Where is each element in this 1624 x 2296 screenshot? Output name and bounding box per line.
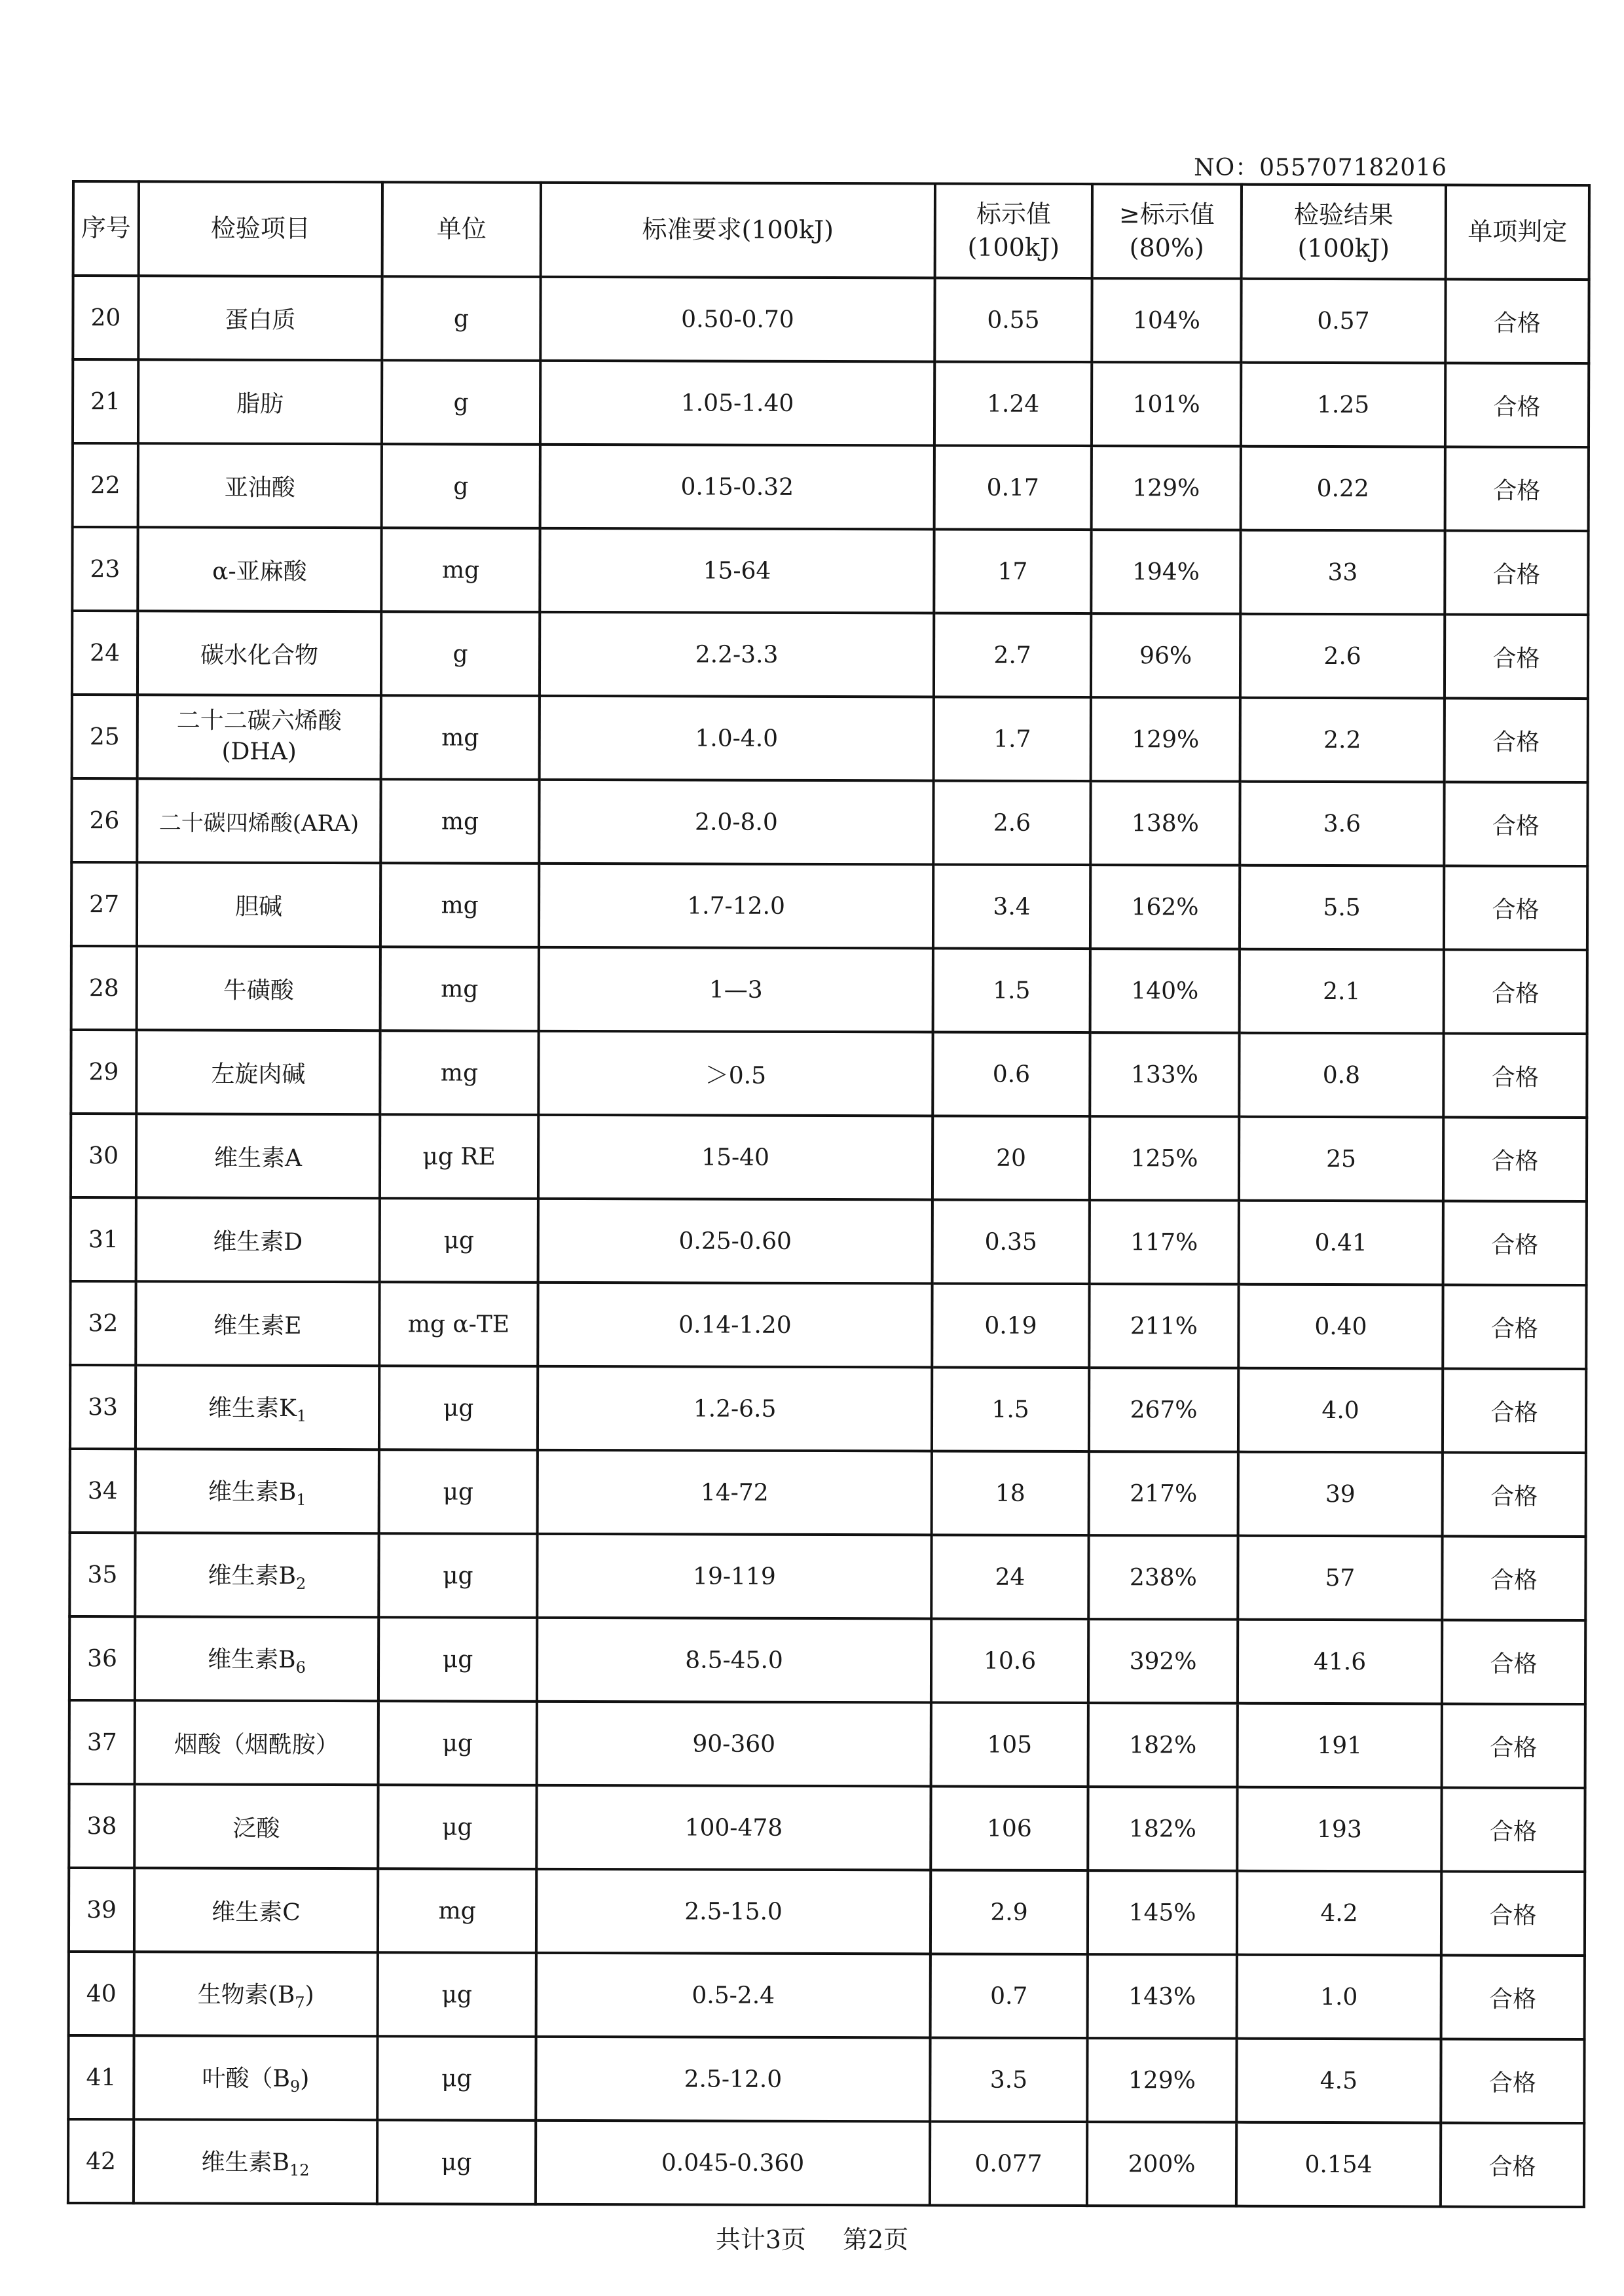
label-value-cell: 20 [932,1116,1090,1200]
result-cell: 2.6 [1240,614,1445,699]
ge-pct-cell: 217% [1089,1451,1238,1536]
seq-cell: 38 [69,1784,134,1868]
item-cell [138,443,382,528]
item-name-tail: (DHA) [221,738,297,765]
table-row [73,443,1589,531]
result-cell: 0.8 [1239,1033,1443,1118]
judgment-cell: 合格 [1442,1704,1585,1788]
unit-cell: μg [378,1617,537,1702]
header-seq: 序号 [73,181,139,276]
label-value-cell: 2.6 [933,780,1090,865]
table-row [68,2035,1584,2123]
unit-cell: μg [379,1366,538,1450]
results-table [67,180,1591,2208]
item-name: 亚油酸 [224,474,295,501]
ge-pct-cell: 96% [1091,613,1240,698]
item-cell [137,946,380,1030]
item-name: 碳水化合物 [200,642,319,669]
total-pages: 共计3页 [715,2225,806,2254]
seq-cell: 41 [68,2035,134,2119]
ge-pct-cell: 129% [1091,697,1240,782]
standard-cell: 15-40 [538,1115,932,1200]
header-ge-label [1092,184,1242,279]
judgment-cell: 合格 [1443,1117,1587,1201]
unit-cell: μg [377,2120,536,2204]
item-cell [138,527,381,611]
ge-pct-cell: 238% [1088,1535,1238,1620]
header-result-line2: (100kJ) [1297,233,1390,263]
unit-cell: μg [378,1785,536,1869]
result-cell: 3.6 [1240,782,1444,866]
header-label-value [935,183,1092,278]
item-cell [135,1700,378,1785]
unit-cell: μg [378,1952,536,2037]
ge-pct-cell: 194% [1091,530,1240,614]
table-row [70,1449,1586,1537]
standard-cell: 2.5-15.0 [536,1869,931,1954]
item-name: 维生素C [212,1899,301,1926]
label-value-cell: 1.5 [933,948,1090,1032]
judgment-cell: 合格 [1443,1452,1586,1537]
seq-cell: 28 [71,946,137,1030]
standard-cell: 90-360 [537,1702,931,1787]
unit-cell: μg [379,1449,538,1534]
report-number: NO：055707182016 [1194,155,1447,181]
result-cell: 0.57 [1241,279,1445,363]
standard-cell: 2.2-3.3 [540,612,934,697]
ge-pct-cell: 200% [1087,2122,1236,2206]
ge-pct-cell: 145% [1088,1870,1237,1955]
seq-cell: 37 [69,1700,135,1784]
label-value-cell: 1.5 [932,1367,1089,1451]
table-row [72,695,1588,782]
seq-cell: 25 [72,695,138,778]
table-row [69,1952,1585,2039]
table-row [71,1114,1587,1201]
result-cell: 5.5 [1240,866,1444,950]
label-value-cell: 17 [934,529,1091,613]
standard-cell: 14-72 [538,1450,932,1535]
table-row [73,359,1589,447]
standard-cell: 1—3 [539,947,933,1032]
label-value-cell: 106 [931,1786,1088,1870]
unit-cell: g [382,444,540,528]
item-cell [136,1114,380,1198]
result-cell: 41.6 [1238,1620,1442,1704]
judgment-cell: 合格 [1441,1871,1585,1956]
item-name: 胆碱 [235,893,283,920]
result-cell: 191 [1238,1704,1442,1788]
item-subscript: 9 [289,2077,301,2096]
current-page: 第2页 [843,2225,909,2254]
item-name: 烟酸（烟酰胺） [174,1730,339,1758]
item-cell [134,2119,377,2204]
header-ge-label-line2: (80%) [1129,233,1204,263]
seq-cell: 42 [68,2119,134,2203]
header-label-value-line2: (100kJ) [967,232,1060,262]
item-name-tail: ) [300,2065,310,2092]
item-cell [137,778,380,863]
item-name: 左旋肉碱 [211,1061,306,1088]
label-value-cell: 1.7 [934,697,1091,781]
item-name: 维生素D [213,1228,303,1256]
unit-cell: μg [378,1533,537,1618]
item-name: 维生素B [201,2149,290,2176]
item-subscript: 12 [289,2160,310,2179]
table-row [73,276,1589,363]
unit-cell: mg [378,1868,536,1953]
table-row [71,1030,1587,1118]
judgment-cell: 合格 [1445,363,1589,447]
table-row [69,1700,1585,1788]
table-row [72,527,1588,615]
table-row [70,1281,1586,1369]
seq-cell: 23 [72,527,138,611]
table-header-row [73,181,1589,280]
judgment-cell: 合格 [1444,782,1587,866]
item-name: 二十二碳六烯酸 [176,707,342,735]
ge-pct-cell: 162% [1090,865,1240,949]
result-cell: 4.0 [1238,1368,1443,1453]
page-footer [0,2219,1624,2255]
unit-cell: μg [377,2036,536,2121]
standard-cell: 19-119 [537,1534,931,1619]
item-name: 泛酸 [232,1815,280,1842]
seq-cell: 20 [73,276,138,359]
seq-cell: 34 [70,1449,136,1533]
label-value-cell: 0.17 [934,445,1092,530]
label-value-cell: 18 [932,1451,1089,1535]
result-cell: 4.5 [1236,2039,1441,2123]
result-cell: 2.1 [1240,949,1444,1034]
judgment-cell: 合格 [1443,1368,1586,1453]
table-row [72,611,1588,699]
table-row [69,1784,1585,1872]
item-name: 叶酸（B [202,2065,291,2092]
item-subscript: 1 [296,1406,307,1425]
judgment-cell: 合格 [1445,279,1589,363]
ge-pct-cell: 211% [1089,1284,1238,1368]
table-row [68,2119,1584,2207]
result-cell: 2.2 [1240,698,1445,782]
judgment-cell: 合格 [1445,446,1589,531]
header-standard: 标准要求(100kJ) [541,183,935,278]
judgment-cell: 合格 [1441,1787,1585,1872]
header-result-line1: 检验结果 [1293,200,1393,229]
table-row [69,1533,1585,1620]
standard-cell: 8.5-45.0 [537,1618,931,1703]
item-name: 维生素B [208,1562,297,1590]
item-name: 二十碳四烯酸(ARA) [158,809,360,837]
seq-cell: 39 [69,1868,134,1952]
item-cell [136,1449,379,1533]
ge-pct-cell: 267% [1089,1368,1238,1452]
label-value-cell: 2.9 [931,1870,1088,1954]
standard-cell: 0.5-2.4 [536,1953,931,2038]
label-value-cell: 0.6 [932,1032,1090,1116]
judgment-cell: 合格 [1441,1955,1585,2039]
standard-cell: 1.0-4.0 [540,696,934,781]
label-value-cell: 3.4 [933,864,1090,949]
label-value-cell: 2.7 [934,613,1091,697]
label-value-cell: 3.5 [930,2037,1087,2122]
label-value-cell: 0.7 [931,1954,1088,2038]
result-cell: 193 [1237,1787,1441,1872]
standard-cell: 0.14-1.20 [538,1283,932,1368]
result-cell: 39 [1238,1452,1443,1537]
result-cell: 0.41 [1239,1201,1443,1285]
item-cell [138,276,382,360]
item-name: α-亚麻酸 [212,558,307,585]
header-unit: 单位 [382,182,541,277]
label-value-cell: 0.077 [930,2121,1087,2206]
seq-cell: 40 [69,1952,134,2035]
item-cell [136,1030,380,1114]
item-name: 维生素B [208,1478,297,1506]
item-subscript: 7 [295,1993,305,2012]
table-body [68,276,1589,2207]
header-label-value-line1: 标示值 [976,199,1051,228]
result-cell: 25 [1239,1117,1443,1201]
ge-pct-cell: 129% [1092,446,1241,530]
unit-cell: g [382,360,540,445]
item-cell [136,1281,379,1366]
item-name: 脂肪 [236,390,284,418]
seq-cell: 22 [73,443,138,527]
label-value-cell: 24 [931,1535,1088,1619]
table-row [69,1868,1585,1956]
unit-cell: μg RE [380,1114,538,1199]
unit-cell: mg [381,528,540,612]
standard-cell: 2.0-8.0 [539,780,933,865]
seq-cell: 29 [71,1030,136,1114]
label-value-cell: 1.24 [934,361,1092,446]
judgment-cell: 合格 [1442,1536,1585,1620]
judgment-cell: 合格 [1442,1620,1585,1704]
label-value-cell: 10.6 [931,1618,1088,1703]
item-name: 维生素E [213,1312,302,1339]
ge-pct-cell: 133% [1090,1032,1239,1117]
header-item: 检验项目 [139,181,382,276]
judgment-cell: 合格 [1445,698,1588,782]
unit-cell: mg α-TE [379,1282,538,1366]
judgment-cell: 合格 [1444,866,1587,950]
item-cell [134,1784,378,1868]
judgment-cell: 合格 [1445,614,1588,699]
table-row [71,862,1587,950]
standard-cell: 1.2-6.5 [538,1366,932,1451]
result-cell: 0.22 [1241,446,1445,531]
item-cell [136,1197,380,1282]
unit-cell: mg [380,1030,538,1115]
results-table-wrapper [67,180,1588,2208]
item-subscript: 6 [295,1658,306,1677]
item-name: 生物素(B [197,1981,295,2009]
judgment-cell: 合格 [1444,949,1587,1034]
unit-cell: mg [381,695,540,780]
item-cell [134,1952,378,2036]
result-cell: 33 [1240,530,1445,615]
item-cell [135,1533,378,1617]
standard-cell: 15-64 [540,528,934,613]
ge-pct-cell: 392% [1088,1619,1238,1704]
header-judgment: 单项判定 [1446,185,1589,280]
ge-pct-cell: 182% [1088,1787,1237,1871]
seq-cell: 24 [72,611,138,695]
header-ge-label-line1: ≥标示值 [1118,199,1215,229]
standard-cell: 2.5-12.0 [536,2037,930,2122]
standard-cell: 0.15-0.32 [540,445,934,530]
judgment-cell: 合格 [1441,2039,1584,2123]
item-name: 维生素A [214,1144,303,1172]
result-cell: 57 [1238,1536,1442,1620]
standard-cell: ＞0.5 [538,1031,932,1116]
table-row [71,778,1587,866]
seq-cell: 32 [70,1281,136,1365]
result-cell: 1.0 [1237,1955,1441,2039]
item-cell [134,1868,378,1952]
ge-pct-cell: 129% [1087,2038,1236,2123]
result-cell: 0.154 [1236,2123,1441,2207]
ge-pct-cell: 143% [1088,1954,1237,2039]
unit-cell: μg [380,1198,538,1283]
ge-pct-cell: 140% [1090,949,1240,1033]
item-name-tail: ) [304,1981,314,2009]
header-result [1242,185,1446,280]
standard-cell: 0.25-0.60 [538,1199,932,1284]
table-row [69,1616,1585,1704]
label-value-cell: 0.55 [934,278,1092,362]
unit-cell: g [382,276,540,361]
item-name: 蛋白质 [225,306,296,334]
unit-cell: g [381,611,540,696]
ge-pct-cell: 138% [1090,781,1240,866]
standard-cell: 0.50-0.70 [540,277,934,362]
ge-pct-cell: 104% [1092,278,1241,363]
standard-cell: 100-478 [536,1785,931,1870]
result-cell: 1.25 [1241,363,1445,447]
judgment-cell: 合格 [1443,1201,1587,1285]
item-subscript: 1 [296,1490,306,1509]
label-value-cell: 0.19 [932,1283,1089,1368]
standard-cell: 1.7-12.0 [539,864,933,949]
standard-cell: 0.045-0.360 [536,2121,930,2206]
judgment-cell: 合格 [1445,530,1588,615]
label-value-cell: 105 [931,1702,1088,1787]
table-row [70,1365,1586,1453]
item-name: 维生素K [208,1394,297,1422]
unit-cell: mg [380,947,539,1031]
result-cell: 0.40 [1238,1285,1443,1369]
item-cell [138,695,381,779]
item-cell [134,2035,377,2120]
item-cell [138,611,381,695]
seq-cell: 33 [70,1365,136,1449]
seq-cell: 27 [71,862,137,946]
item-cell [138,359,382,444]
item-cell [135,1616,378,1701]
seq-cell: 21 [73,359,138,443]
ge-pct-cell: 117% [1090,1200,1239,1285]
unit-cell: mg [380,779,539,864]
seq-cell: 31 [71,1197,136,1281]
ge-pct-cell: 182% [1088,1703,1238,1787]
seq-cell: 30 [71,1114,136,1197]
table-row [71,1197,1587,1285]
standard-cell: 1.05-1.40 [540,361,934,446]
label-value-cell: 0.35 [932,1199,1090,1284]
seq-cell: 35 [69,1533,135,1616]
table-row [71,946,1587,1034]
result-cell: 4.2 [1237,1871,1441,1956]
unit-cell: μg [378,1701,537,1785]
judgment-cell: 合格 [1443,1285,1586,1369]
judgment-cell: 合格 [1441,2123,1584,2207]
ge-pct-cell: 101% [1092,362,1241,446]
item-cell [137,862,380,947]
item-cell [136,1365,379,1449]
seq-cell: 36 [69,1616,135,1700]
ge-pct-cell: 125% [1090,1116,1239,1201]
unit-cell: mg [380,863,539,947]
item-name: 牛磺酸 [223,977,294,1004]
seq-cell: 26 [71,778,137,862]
item-name: 维生素B [208,1646,296,1673]
judgment-cell: 合格 [1443,1033,1587,1118]
item-subscript: 2 [295,1574,306,1593]
